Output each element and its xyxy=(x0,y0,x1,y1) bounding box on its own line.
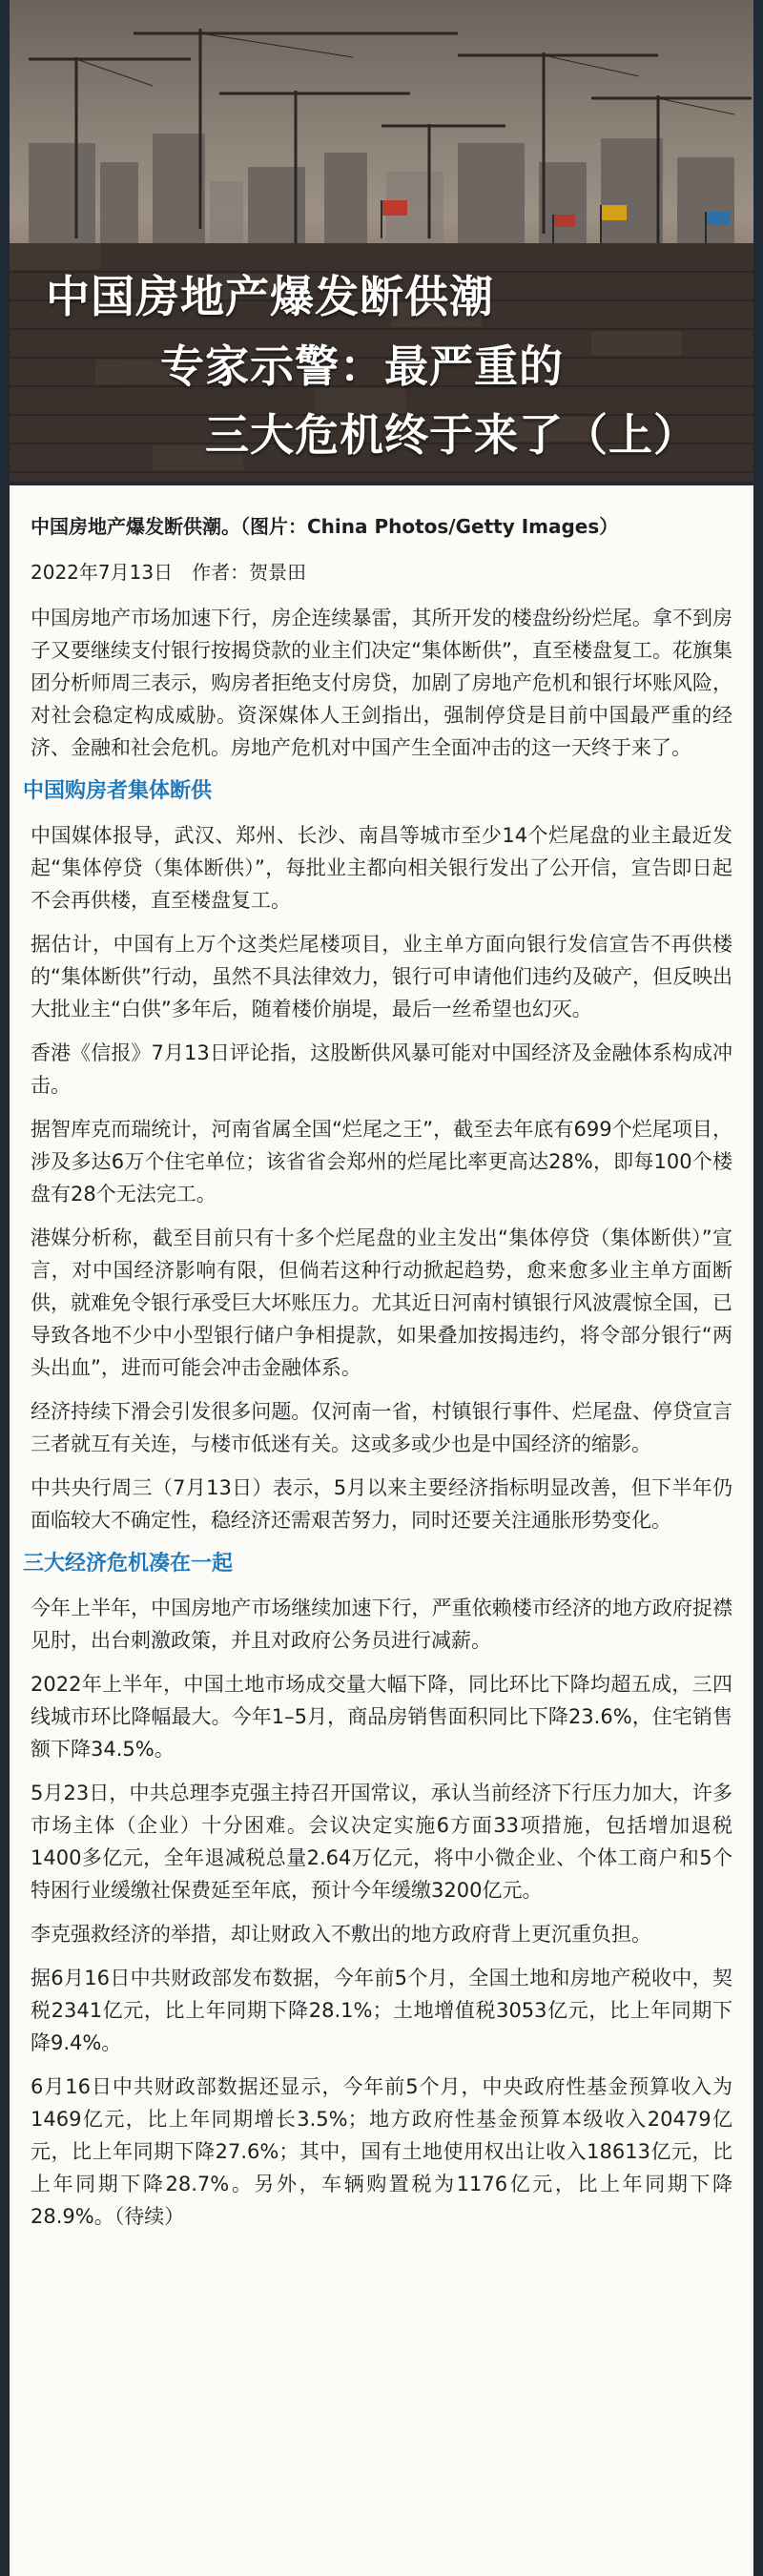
article-body xyxy=(10,485,753,2233)
paragraph: 中共央行周三（7月13日）表示，5月以来主要经济指标明显改善，但下半年仍面临较大不确定性，稳经济还需艰苦努力，同时还要关注通胀形势变化。 xyxy=(31,1476,732,1532)
section-heading: 中国购房者集体断供 xyxy=(23,779,213,803)
hero-title-line-1: 中国房地产爆发断供潮 xyxy=(46,271,494,322)
paragraph: 据智库克而瑞统计，河南省属全国“烂尾之王”，截至去年底有699个烂尾项目，涉及多达6万个住宅单位；该省省会郑州的烂尾比率更高达28%，即每100个楼盘有28个无法完工。 xyxy=(31,1118,732,1206)
intro-paragraph: 中国房地产市场加速下行，房企连续暴雷，其所开发的楼盘纷纷烂尾。拿不到房子又要继续支付银行按揭贷款的业主们决定“集体断供”，直至楼盘复工。花旗集团分析师周三表示，购房者拒绝支付房贷，加剧了房地产危机和银行坏账风险，对社会稳定构成威胁。资深媒体人王剑指出，强制停贷是目前中国最严重的经济、金融和社会危机。房地产危机对中国产生全面冲击的这一天终于来了。 xyxy=(31,607,732,759)
paragraph: 今年上半年，中国房地产市场继续加速下行，严重依赖楼市经济的地方政府捉襟见肘，出台刺激政策，并且对政府公务员进行减薪。 xyxy=(31,1597,732,1652)
paragraph: 据6月16日中共财政部发布数据，今年前5个月，全国土地和房地产税收中，契税2341亿元，比上年同期下降28.1%；土地增值税3053亿元，比上年同期下降9.4%。 xyxy=(31,1967,732,2054)
paragraph: 港媒分析称，截至目前只有十多个烂尾盘的业主发出“集体停贷（集体断供）”宣言，对中国经济影响有限，但倘若这种行动掀起趋势，愈来愈多业主单方面断供，就难免令银行承受巨大坏账压力。尤其近日河南村镇银行风波震惊全国，已导致各地不少中小型银行储户争相提款，如果叠加按揭违约，将令部分银行“两头出血”，进而可能会冲击金融体系。 xyxy=(31,1226,732,1379)
section-heading: 三大经济危机凑在一起 xyxy=(23,1552,234,1576)
paragraph: 6月16日中共财政部数据还显示，今年前5个月，中央政府性基金预算收入为1469亿元，比上年同期增长3.5%；地方政府性基金预算本级收入20479亿元，比上年同期下降27.6%；其中，国有土地使用权出让收入18613亿元，比上年同期下降28.7%。另外，车辆购置税为1176亿元，比上年同期下降28.9%。（待续） xyxy=(31,2075,732,2228)
hero-title-line-2: 专家示警：最严重的 xyxy=(160,340,564,392)
hero-image xyxy=(10,0,753,482)
paragraph: 李克强救经济的举措，却让财政入不敷出的地方政府背上更沉重负担。 xyxy=(31,1923,651,1946)
paragraph: 据估计，中国有上万个这类烂尾楼项目，业主单方面向银行发信宣告不再供楼的“集体断供”行动，虽然不具法律效力，银行可申请他们违约及破产，但反映出大批业主“白供”多年后，随着楼价崩堤，最后一丝希望也幻灭。 xyxy=(31,933,732,1020)
paragraph: 经济持续下滑会引发很多问题。仅河南一省，村镇银行事件、烂尾盘、停贷宣言三者就互有关连，与楼市低迷有关。这或多或少也是中国经济的缩影。 xyxy=(31,1400,732,1455)
article-meta: 2022年7月13日 作者：贺景田 xyxy=(31,561,307,584)
paragraph: 中国媒体报导，武汉、郑州、长沙、南昌等城市至少14个烂尾盘的业主最近发起“集体停贷（集体断供）”，每批业主都向相关银行发出了公开信，宣告即日起不会再供楼，直至楼盘复工。 xyxy=(31,824,732,912)
paragraph: 5月23日，中共总理李克强主持召开国常议，承认当前经济下行压力加大，许多市场主体（企业）十分困难。会议决定实施6方面33项措施，包括增加退税1400多亿元，全年退减税总量2.64万亿元，将中小微企业、个体工商户和5个特困行业缓缴社保费延至年底，预计今年缓缴3200亿元。 xyxy=(31,1782,732,1902)
image-caption: 中国房地产爆发断供潮。（图片：China Photos/Getty Images） xyxy=(31,515,619,538)
hero-title-line-3: 三大危机终于来了（上） xyxy=(205,409,698,461)
paragraph: 2022年上半年，中国土地市场成交量大幅下降，同比环比下降均超五成，三四线城市环比降幅最大。今年1–5月，商品房销售面积同比下降23.6%，住宅销售额下降34.5%。 xyxy=(31,1673,732,1761)
paragraph: 香港《信报》7月13日评论指，这股断供风暴可能对中国经济及金融体系构成冲击。 xyxy=(31,1041,732,1097)
